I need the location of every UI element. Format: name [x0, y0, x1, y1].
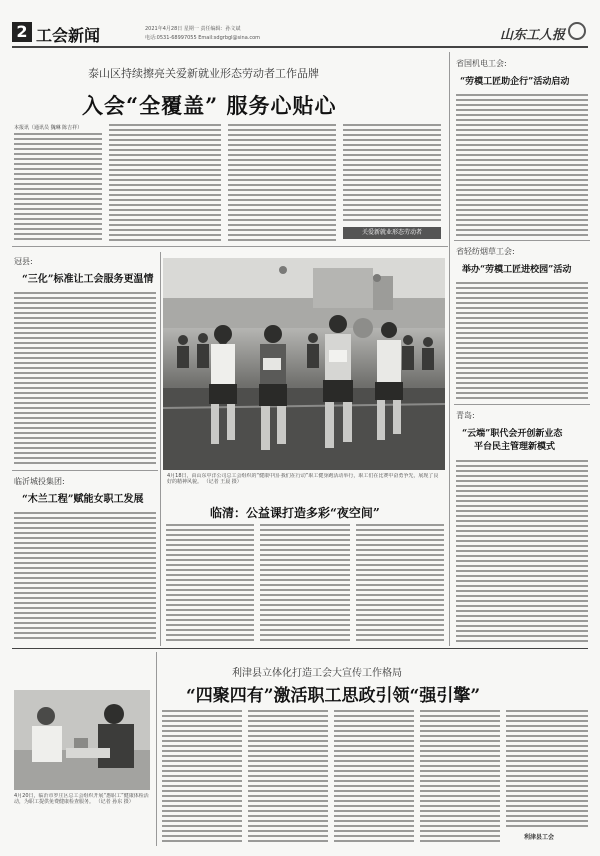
lead-body-col-1	[14, 133, 102, 241]
right2-headline: 举办“劳模工匠进校园”活动	[462, 265, 572, 275]
bottom-body-col-1	[162, 710, 242, 844]
lead-tag-label: 关爱新就业形态劳动者	[361, 229, 422, 236]
center-body-col-2	[260, 524, 350, 644]
right2-kicker: 省轻纺烟草工会:	[456, 247, 515, 256]
right1-kicker: 省国机电工会:	[456, 59, 507, 68]
masthead	[0, 0, 600, 46]
left1-body	[14, 292, 156, 464]
lead-kicker: 泰山区持续擦亮关爱新就业形态劳动者工作品牌	[88, 67, 319, 80]
lead-tag	[343, 227, 441, 239]
right1-bottom-rule	[454, 240, 590, 241]
lead-body-col-2	[109, 124, 221, 241]
right3-headline-line2: 平台民主管理新模式	[474, 442, 556, 452]
health-checkup-illustration	[14, 690, 150, 790]
date-line: 2021年4月28日 星期一 责任编辑：孙文斌	[145, 26, 241, 32]
bottom-left-column-rule	[156, 652, 157, 846]
contact-line: 电话:0531-68997055 Email:sdgrbgl@sina.com	[145, 35, 261, 41]
lead-headline: 入会“全覆盖” 服务心贴心	[82, 93, 337, 118]
right3-body	[456, 460, 588, 644]
right1-headline: “劳模工匠助企行”活动启动	[460, 77, 570, 87]
marathon-caption-text: 4月18日，由山东中洋公司总工会组织的“健康中国·我们在行动”职工健身跑活动举行，职工们在比赛中奋勇争先，展现了良好的精神风貌。	[167, 473, 439, 485]
bottom-kicker: 利津县立体化打造工会大宣传工作格局	[232, 668, 402, 679]
bottom-body-col-5	[506, 710, 588, 828]
right-column-rule	[449, 52, 450, 646]
right1-body	[456, 94, 588, 236]
marathon-caption	[167, 473, 443, 499]
page-number: 2	[16, 22, 28, 41]
runners-illustration	[163, 258, 445, 470]
lead-body-col-3	[228, 124, 336, 241]
right2-body	[456, 282, 588, 400]
right3-kicker: 青岛:	[456, 411, 475, 420]
bottom-body-col-3	[334, 710, 414, 844]
left1-headline: “三化”标准让工会服务更温情	[22, 274, 154, 285]
bottom-body-col-4	[420, 710, 500, 844]
marathon-photo	[163, 258, 445, 470]
lead-byline: 本报讯（通讯员 魏琳 陈吉祥）	[14, 125, 83, 131]
left1-kicker: 冠县:	[14, 257, 33, 266]
center-body-col-3	[356, 524, 444, 644]
health-checkup-caption-text: 4月20日，临沂市罗庄区总工会组织开展“惠职工”健康体检活动，为职工提供免费健康检查服务。	[14, 793, 149, 805]
left-column-rule	[160, 252, 161, 646]
left2-headline: “木兰工程”赋能女职工发展	[22, 494, 144, 505]
bottom-section-rule	[12, 648, 588, 649]
lead-body-col-4	[343, 124, 441, 224]
center-body-col-1	[166, 524, 254, 644]
center-headline: 临清：公益课打造多彩“夜空间”	[210, 506, 380, 520]
bottom-body-col-2	[248, 710, 328, 844]
masthead-rule	[12, 46, 588, 48]
bottom-headline: “四聚四有”激活职工思政引领“强引擎”	[186, 686, 481, 706]
right2-bottom-rule	[454, 404, 590, 405]
page-number-box	[12, 22, 32, 42]
health-checkup-photo	[14, 690, 150, 790]
left2-kicker: 临沂城投集团:	[14, 477, 65, 486]
health-checkup-caption	[14, 793, 150, 833]
left1-bottom-rule	[12, 470, 158, 471]
bottom-footer: 利津县工会	[524, 834, 555, 841]
right3-headline-line1: “云端”职代会开创新业态	[462, 429, 563, 439]
marathon-credit: （记者 王晨 摄）	[203, 479, 242, 485]
masthead-emblem-icon	[568, 22, 586, 40]
section-title: 工会新闻	[36, 26, 101, 45]
health-checkup-credit: （记者 孙东 摄）	[95, 799, 134, 805]
lead-bottom-rule	[12, 246, 448, 247]
left2-body	[14, 512, 156, 640]
paper-name: 山东工人报	[500, 28, 566, 43]
